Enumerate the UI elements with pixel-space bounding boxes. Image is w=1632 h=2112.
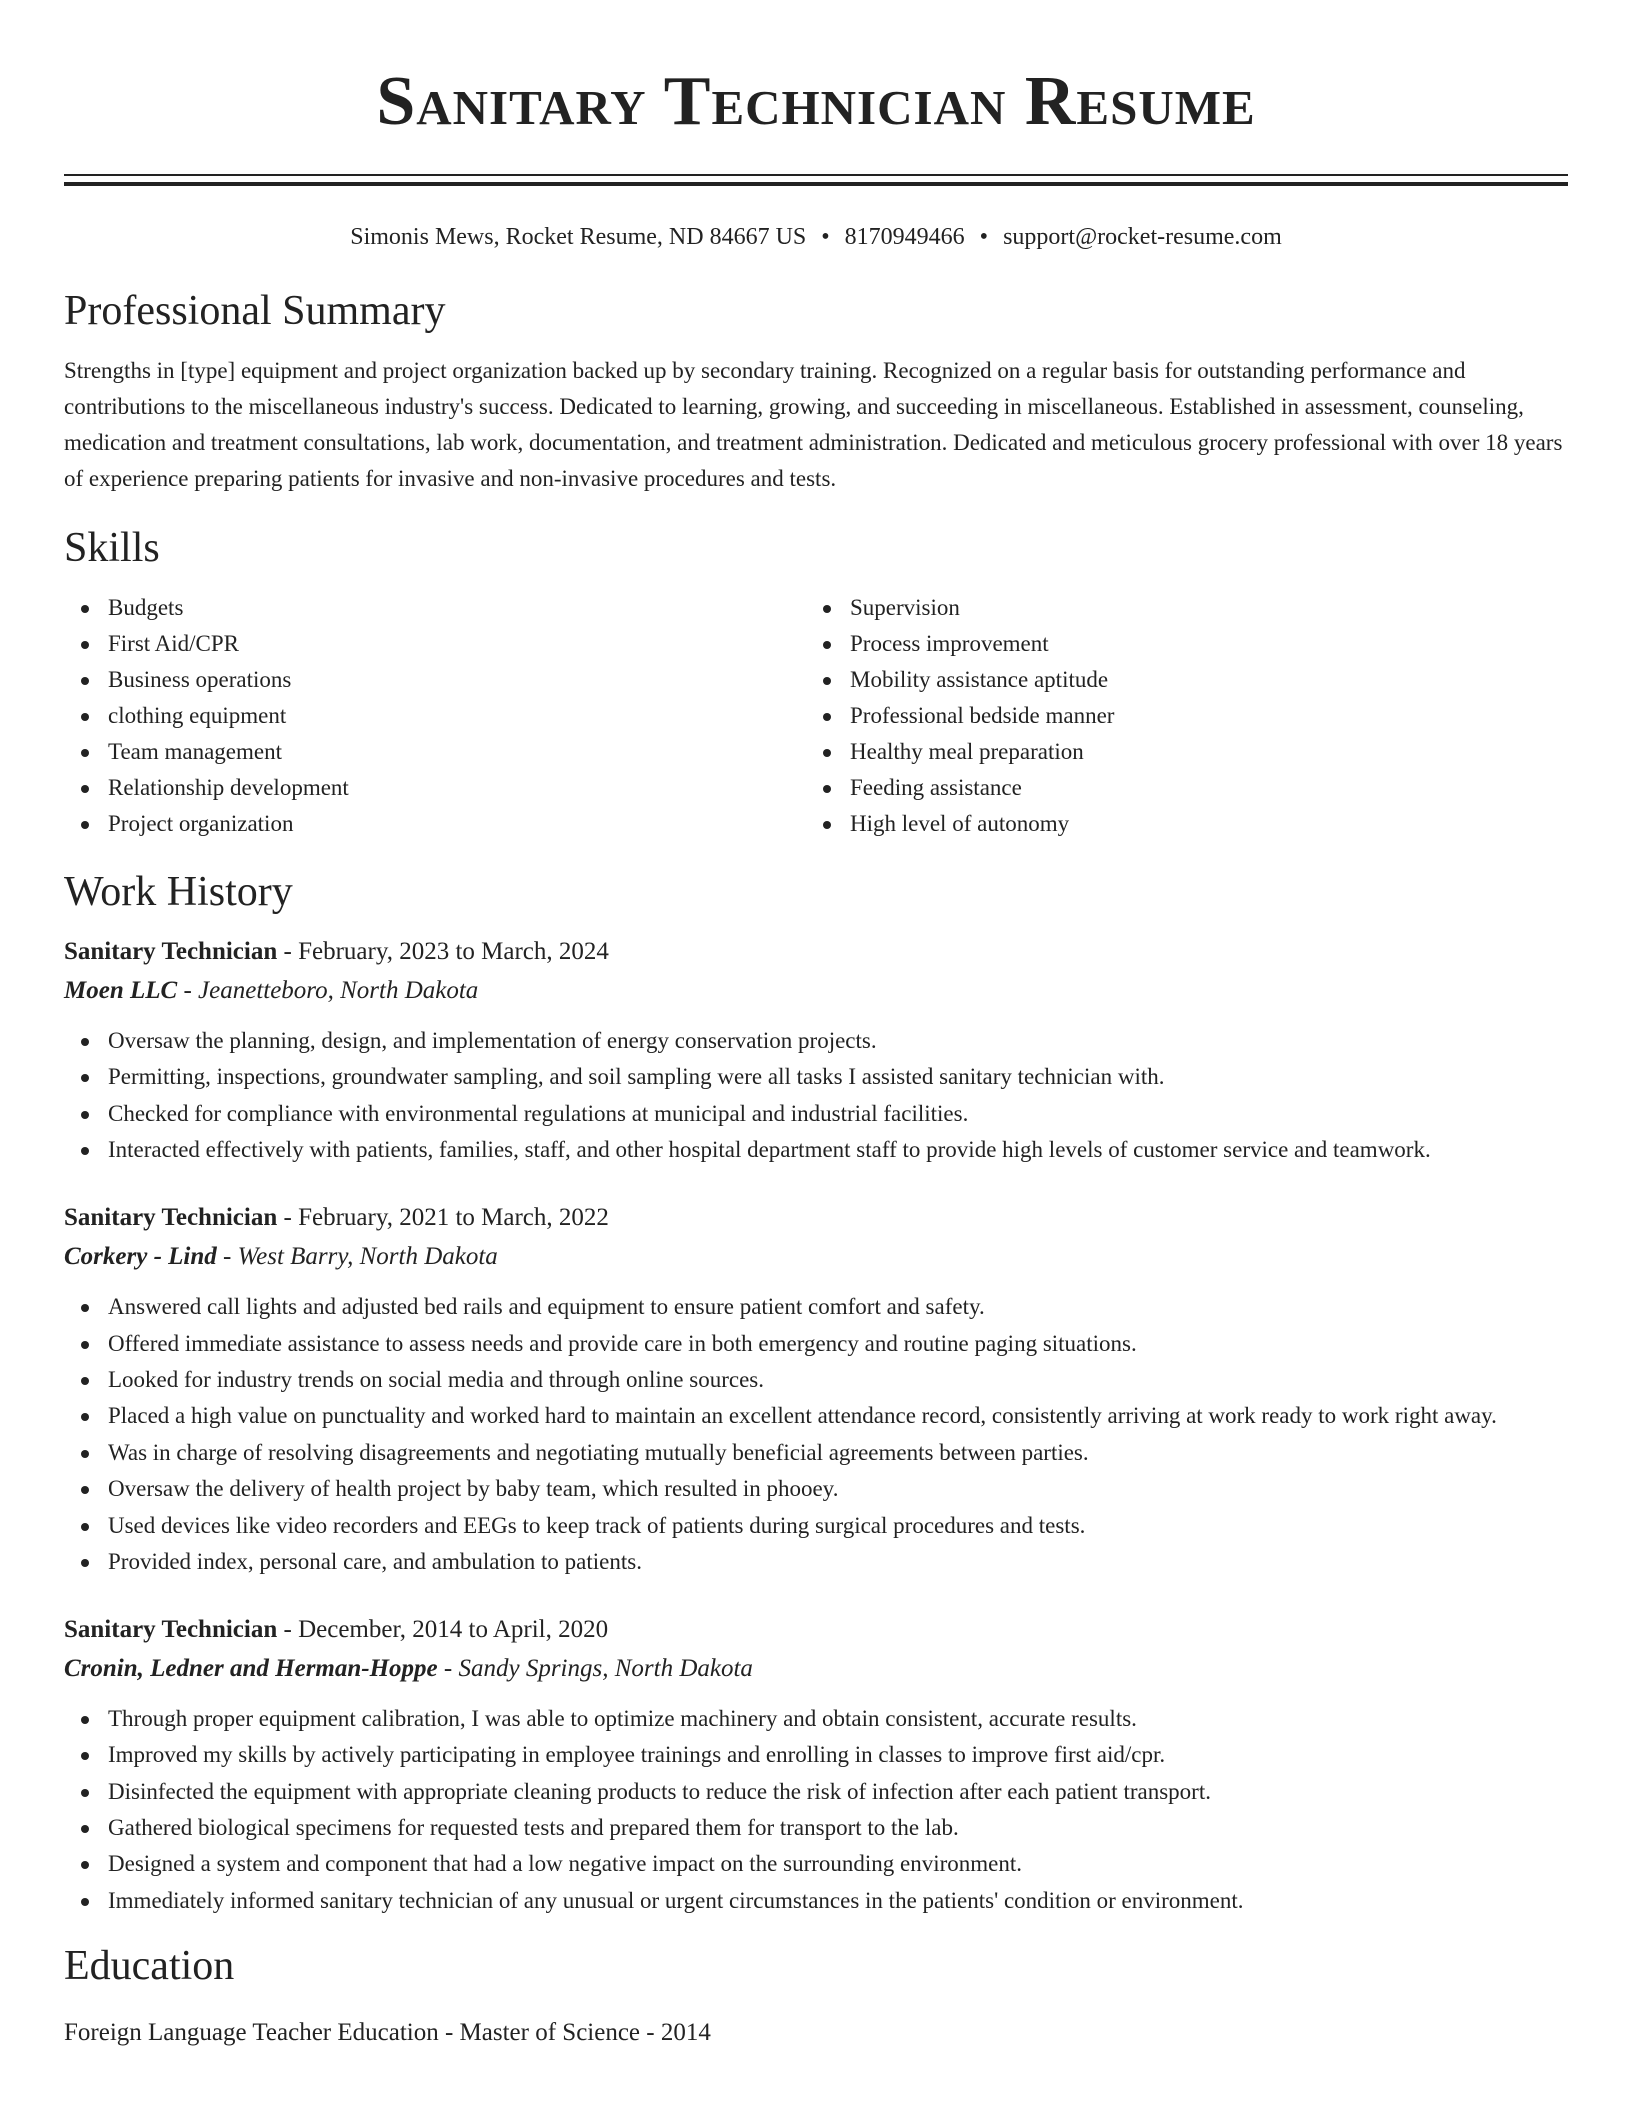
- job-duty: Improved my skills by actively participating in employee trainings and enrolling in classes to improve first aid/cpr.: [64, 1737, 1568, 1773]
- skill-item: Healthy meal preparation: [806, 734, 1548, 770]
- job-duty: Used devices like video recorders and EEGs to keep track of patients during surgical procedures and tests.: [64, 1508, 1568, 1544]
- title-divider-thick: [64, 182, 1568, 186]
- summary-heading: Professional Summary: [64, 288, 446, 334]
- job-duty: Permitting, inspections, groundwater sampling, and soil sampling were all tasks I assisted sanitary technician with.: [64, 1059, 1568, 1095]
- summary-text: Strengths in [type] equipment and project organization backed up by secondary training. Recognized on a regular basis for outstanding performance and contributions to the miscellaneous industry's success. Dedicated to learning, growing, and succeeding in miscellaneous. Established in assessment, counseling, medication and treatment consultations, lab work, documentation, and treatment administration. Dedicated and meticulous grocery professional with over 18 years of experience preparing patients for invasive and non-invasive procedures and tests.: [64, 358, 1563, 491]
- skill-item: Mobility assistance aptitude: [806, 662, 1548, 698]
- job-title-line: [64, 1612, 1568, 1648]
- work-history-heading: Work History: [64, 869, 293, 915]
- skill-item: Team management: [64, 734, 806, 770]
- job-company: Corkery - Lind: [64, 1243, 217, 1271]
- job-dates: - December, 2014 to April, 2020: [277, 1615, 609, 1643]
- job-duty: Checked for compliance with environmental regulations at municipal and industrial facilities.: [64, 1096, 1568, 1132]
- job-duties: [64, 1289, 1568, 1580]
- job-duty: Designed a system and component that had a low negative impact on the surrounding environment.: [64, 1846, 1568, 1882]
- job-title-line: [64, 1200, 1568, 1236]
- skill-item: Project organization: [64, 806, 806, 842]
- job-title: Sanitary Technician: [64, 1615, 278, 1643]
- skill-item: Business operations: [64, 662, 806, 698]
- skills-list: [64, 590, 1568, 842]
- job-duty: Offered immediate assistance to assess needs and provide care in both emergency and routine paging situations.: [64, 1326, 1568, 1362]
- contact-separator: •: [979, 224, 989, 250]
- job-duty: Disinfected the equipment with appropriate cleaning products to reduce the risk of infection after each patient transport.: [64, 1774, 1568, 1810]
- education-heading: Education: [64, 1942, 235, 1989]
- skill-item: Budgets: [64, 590, 806, 626]
- job-location: - Sandy Springs, North Dakota: [437, 1654, 753, 1682]
- education-entry: Foreign Language Teacher Education - Master of Science - 2014: [64, 2018, 711, 2046]
- skill-item: Professional bedside manner: [806, 698, 1548, 734]
- contact-phone: 8170949466: [844, 224, 965, 250]
- resume-title: Sanitary Technician Resume: [376, 63, 1256, 140]
- job-duty: Provided index, personal care, and ambulation to patients.: [64, 1544, 1568, 1580]
- skills-column-left: [64, 590, 806, 842]
- job-duties: [64, 1023, 1568, 1168]
- contact-separator: •: [821, 224, 830, 250]
- job-duty: Immediately informed sanitary technician of any unusual or urgent circumstances in the patients' condition or environment.: [64, 1883, 1568, 1919]
- job-duty: Looked for industry trends on social media and through online sources.: [64, 1362, 1568, 1398]
- skills-heading: Skills: [64, 525, 160, 571]
- job-company-line: [64, 1651, 1568, 1687]
- job-company: Cronin, Ledner and Herman-Hoppe: [64, 1654, 438, 1682]
- job-duty: Interacted effectively with patients, families, staff, and other hospital department staff to provide high levels of customer service and teamwork.: [64, 1132, 1568, 1168]
- job-dates: - February, 2023 to March, 2024: [277, 938, 609, 965]
- job-duty: Was in charge of resolving disagreements and negotiating mutually beneficial agreements between parties.: [64, 1435, 1568, 1471]
- job-company-line: [64, 973, 1568, 1009]
- job-location: - West Barry, North Dakota: [216, 1243, 498, 1271]
- skill-item: clothing equipment: [64, 698, 806, 734]
- job-duty: Placed a high value on punctuality and worked hard to maintain an excellent attendance record, consistently arriving at work ready to work right away.: [64, 1398, 1568, 1434]
- job-title-line: [64, 934, 1568, 970]
- job-entry: [64, 1612, 1568, 1919]
- job-entry: [64, 934, 1568, 1168]
- job-location: - Jeanetteboro, North Dakota: [177, 977, 479, 1004]
- resume-page: [64, 0, 1568, 2051]
- skill-item: First Aid/CPR: [64, 626, 806, 662]
- job-entry: [64, 1200, 1568, 1580]
- job-duty: Gathered biological specimens for requested tests and prepared them for transport to the lab.: [64, 1810, 1568, 1846]
- job-duties: [64, 1701, 1568, 1919]
- contact-email[interactable]: support@rocket-resume.com: [1003, 224, 1282, 250]
- skill-item: Process improvement: [806, 626, 1548, 662]
- skill-item: Relationship development: [64, 770, 806, 806]
- job-duty: Answered call lights and adjusted bed rails and equipment to ensure patient comfort and safety.: [64, 1289, 1568, 1325]
- contact-address: Simonis Mews, Rocket Resume, ND 84667 US: [350, 224, 807, 250]
- skill-item: High level of autonomy: [806, 806, 1548, 842]
- job-title: Sanitary Technician: [64, 1204, 278, 1232]
- job-title: Sanitary Technician: [64, 938, 278, 965]
- skill-item: Supervision: [806, 590, 1548, 626]
- job-company-line: [64, 1239, 1568, 1275]
- skills-column-right: [806, 590, 1548, 842]
- job-duty: Through proper equipment calibration, I was able to optimize machinery and obtain consistent, accurate results.: [64, 1701, 1568, 1737]
- job-company: Moen LLC: [64, 977, 178, 1004]
- skill-item: Feeding assistance: [806, 770, 1548, 806]
- job-duty: Oversaw the planning, design, and implementation of energy conservation projects.: [64, 1023, 1568, 1059]
- contact-line: [64, 222, 1568, 252]
- job-duty: Oversaw the delivery of health project by baby team, which resulted in phooey.: [64, 1471, 1568, 1507]
- job-dates: - February, 2021 to March, 2022: [277, 1204, 609, 1232]
- title-divider-thin: [64, 174, 1568, 176]
